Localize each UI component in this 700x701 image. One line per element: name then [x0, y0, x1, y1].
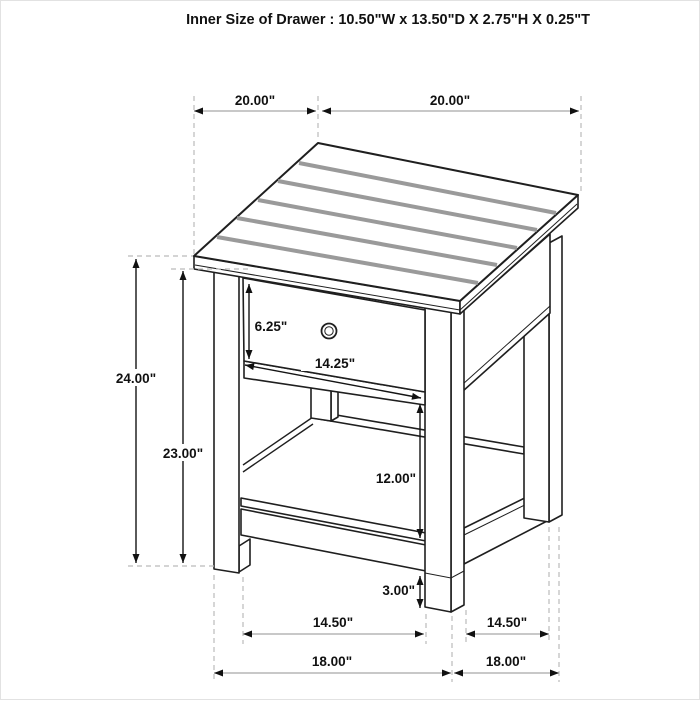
diagram-title: Inner Size of Drawer : 10.50"W x 13.50"D X 2.75"H X 0.25"T	[186, 12, 590, 28]
dim-bottom-clearance: 3.00"	[382, 583, 415, 598]
dim-front-leg-spacing: 14.50"	[312, 615, 354, 630]
dim-shelf-clearance: 12.00"	[375, 471, 416, 486]
back-shelf-rail	[313, 411, 524, 454]
back-right-leg-side	[549, 236, 562, 522]
front-left-leg-foot-side	[239, 539, 250, 572]
dim-drawer-height: 6.25"	[254, 319, 288, 334]
front-right-leg-front	[425, 304, 451, 612]
front-right-leg-side	[451, 300, 464, 612]
dim-base-front-width: 18.00"	[311, 654, 353, 669]
dim-base-side-depth: 18.00"	[485, 654, 527, 669]
front-left-leg	[214, 267, 239, 573]
diagram-svg	[1, 1, 700, 701]
dim-drawer-width: 14.25"	[314, 356, 356, 371]
dim-top-width: 20.00"	[429, 93, 471, 108]
drawer-knob-icon	[322, 324, 337, 339]
left-shelf-rail	[243, 417, 313, 472]
dim-overall-height: 24.00"	[115, 371, 157, 386]
table-drawing	[194, 143, 578, 612]
dim-side-leg-spacing: 14.50"	[486, 615, 528, 630]
dim-top-depth: 20.00"	[234, 93, 276, 108]
dim-under-top-height: 23.00"	[162, 446, 204, 461]
